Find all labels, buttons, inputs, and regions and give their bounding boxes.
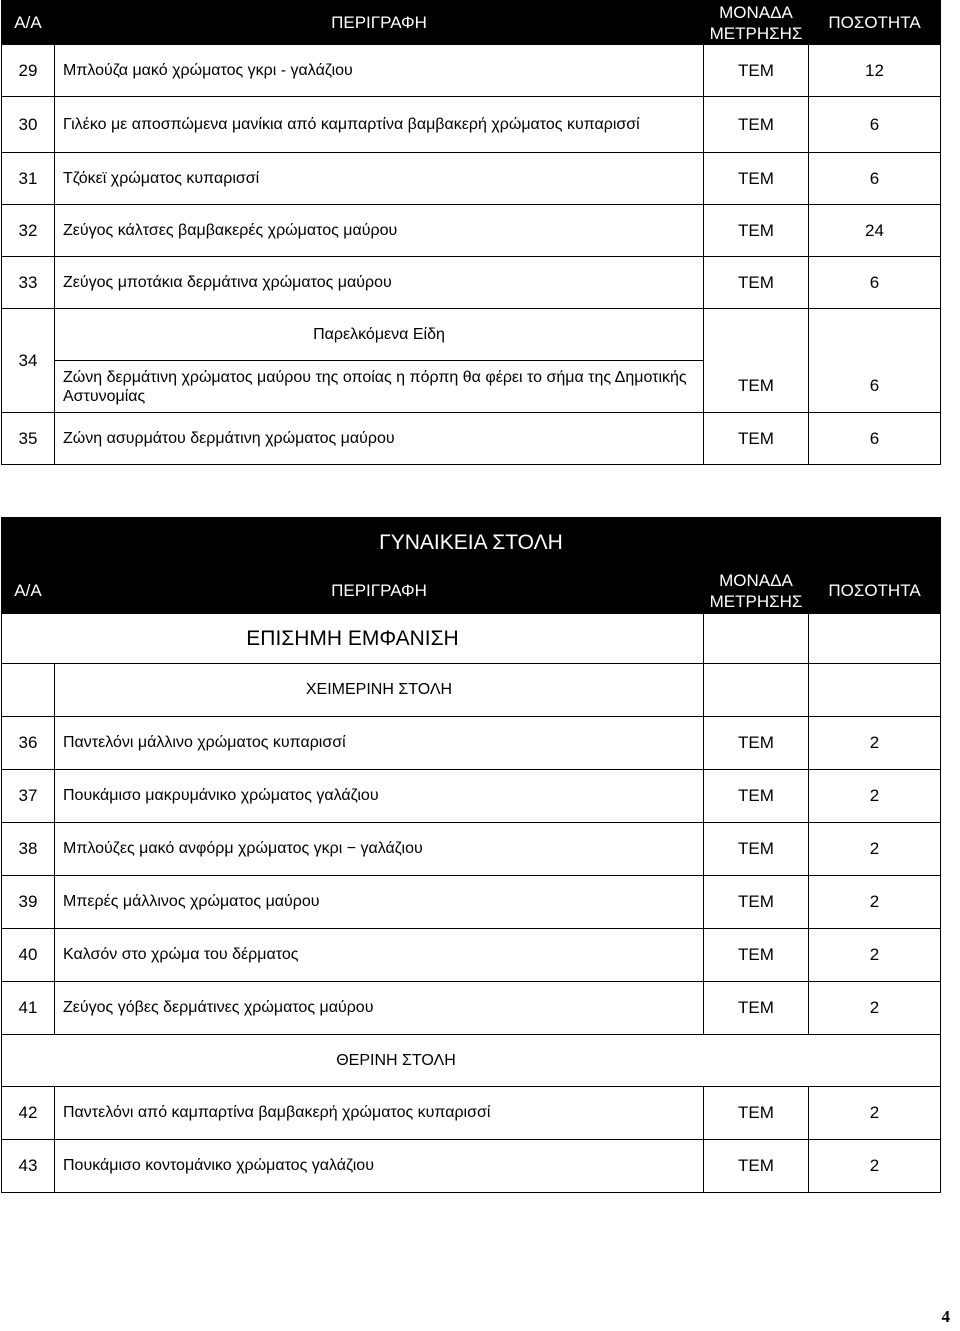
row-number: 38 — [2, 823, 55, 876]
table-row — [2, 614, 941, 664]
row-unit: ΤΕΜ — [704, 257, 809, 309]
row-quantity: 6 — [809, 257, 941, 309]
row-description: Παντελόνι από καμπαρτίνα βαμβακερή χρώματος κυπαρισσί — [55, 1087, 704, 1140]
section-accessories: Παρελκόμενα Είδη — [55, 309, 704, 361]
row-number: 34 — [2, 309, 55, 413]
table-header — [2, 1, 941, 45]
row-unit: ΤΕΜ — [704, 45, 809, 97]
table-row — [2, 1087, 941, 1140]
row-quantity: 2 — [809, 1140, 941, 1193]
row-unit: ΤΕΜ — [704, 770, 809, 823]
table-row — [2, 717, 941, 770]
row-number: 33 — [2, 257, 55, 309]
empty-cell — [809, 309, 941, 361]
row-unit: ΤΕΜ — [704, 823, 809, 876]
table-row — [2, 45, 941, 97]
row-unit: ΤΕΜ — [704, 413, 809, 465]
row-unit: ΤΕΜ — [704, 876, 809, 929]
section-summer-uniform: ΘΕΡΙΝΗ ΣΤΟΛΗ — [2, 1035, 941, 1087]
row-unit: ΤΕΜ — [704, 1140, 809, 1193]
items-table-2 — [1, 517, 941, 1193]
header-quantity: ΠΟΣΟΤΗΤΑ — [809, 568, 941, 614]
row-number: 41 — [2, 982, 55, 1035]
header-unit-line2: ΜΕΤΡΗΣΗΣ — [709, 23, 803, 43]
empty-cell — [2, 664, 55, 717]
table-row — [2, 1140, 941, 1193]
table-row — [2, 876, 941, 929]
row-number: 31 — [2, 153, 55, 205]
empty-cell — [704, 664, 809, 717]
row-description: Παντελόνι μάλλινο χρώματος κυπαρισσί — [55, 717, 704, 770]
row-unit: ΤΕΜ — [704, 717, 809, 770]
row-description: Ζεύγος κάλτσες βαμβακερές χρώματος μαύρου — [55, 205, 704, 257]
table-row — [2, 153, 941, 205]
table-row — [2, 823, 941, 876]
table-row — [2, 664, 941, 717]
row-description: Μπερές μάλλινος χρώματος μαύρου — [55, 876, 704, 929]
table-row — [2, 257, 941, 309]
table-row — [2, 770, 941, 823]
row-quantity: 12 — [809, 45, 941, 97]
row-number: 30 — [2, 97, 55, 153]
row-description: Πουκάμισο κοντομάνικο χρώματος γαλάζιου — [55, 1140, 704, 1193]
row-unit: ΤΕΜ — [704, 982, 809, 1035]
header-aa: Α/Α — [2, 1, 55, 45]
row-number: 35 — [2, 413, 55, 465]
row-description: Γιλέκο με αποσπώμενα μανίκια από καμπαρτίνα βαμβακερή χρώματος κυπαρισσί — [55, 97, 704, 153]
header-quantity: ΠΟΣΟΤΗΤΑ — [809, 1, 941, 45]
empty-cell — [809, 664, 941, 717]
row-number: 29 — [2, 45, 55, 97]
row-description: Ζώνη ασυρμάτου δερμάτινη χρώματος μαύρου — [55, 413, 704, 465]
row-unit: ΤΕΜ — [704, 205, 809, 257]
row-number: 43 — [2, 1140, 55, 1193]
row-description: Ζώνη δερμάτινη χρώματος μαύρου της οποίας η πόρπη θα φέρει το σήμα της Δημοτικής Αστυνομίας — [55, 361, 704, 413]
section-official-appearance: ΕΠΙΣΗΜΗ ΕΜΦΑΝΙΣΗ — [2, 614, 704, 664]
page-number: 4 — [941, 1307, 950, 1326]
row-unit: ΤΕΜ — [704, 153, 809, 205]
header-description: ΠΕΡΙΓΡΑΦΗ — [55, 1, 704, 45]
header-description: ΠΕΡΙΓΡΑΦΗ — [55, 568, 704, 614]
table-row — [2, 205, 941, 257]
row-quantity: 24 — [809, 205, 941, 257]
row-quantity: 2 — [809, 717, 941, 770]
table-row — [2, 929, 941, 982]
row-quantity: 2 — [809, 823, 941, 876]
row-quantity: 2 — [809, 982, 941, 1035]
table-row — [2, 1035, 941, 1087]
section-title-women-uniform: ΓΥΝΑΙΚΕΙΑ ΣΤΟΛΗ — [2, 518, 941, 568]
row-quantity: 6 — [809, 153, 941, 205]
row-description: Μπλούζα μακό χρώματος γκρι - γαλάζιου — [55, 45, 704, 97]
table-row — [2, 361, 941, 413]
row-unit: ΤΕΜ — [704, 361, 809, 413]
table-row — [2, 97, 941, 153]
row-description: Ζεύγος μποτάκια δερμάτινα χρώματος μαύρου — [55, 257, 704, 309]
row-quantity: 2 — [809, 876, 941, 929]
items-table-1 — [1, 0, 941, 465]
empty-cell — [704, 309, 809, 361]
empty-cell — [809, 614, 941, 664]
empty-cell — [704, 614, 809, 664]
row-unit: ΤΕΜ — [704, 97, 809, 153]
row-description: Ζεύγος γόβες δερμάτινες χρώματος μαύρου — [55, 982, 704, 1035]
row-number: 37 — [2, 770, 55, 823]
row-description: Πουκάμισο μακρυμάνικο χρώματος γαλάζιου — [55, 770, 704, 823]
row-unit: ΤΕΜ — [704, 1087, 809, 1140]
row-quantity: 6 — [809, 413, 941, 465]
row-quantity: 2 — [809, 770, 941, 823]
row-number: 39 — [2, 876, 55, 929]
header-aa: Α/Α — [2, 568, 55, 614]
table-header — [2, 568, 941, 614]
row-number: 40 — [2, 929, 55, 982]
row-number: 32 — [2, 205, 55, 257]
row-number: 36 — [2, 717, 55, 770]
row-quantity: 2 — [809, 929, 941, 982]
row-quantity: 2 — [809, 1087, 941, 1140]
header-unit-line2: ΜΕΤΡΗΣΗΣ — [709, 591, 803, 611]
table-row — [2, 413, 941, 465]
table-title-row — [2, 518, 941, 568]
table-row — [2, 309, 941, 361]
row-number: 42 — [2, 1087, 55, 1140]
row-description: Καλσόν στο χρώμα του δέρματος — [55, 929, 704, 982]
header-unit — [704, 1, 809, 45]
header-unit — [704, 568, 809, 614]
row-description: Μπλούζες μακό ανφόρμ χρώματος γκρι − γαλάζιου — [55, 823, 704, 876]
header-unit-line1: ΜΟΝΑΔΑ — [719, 570, 793, 590]
row-quantity: 6 — [809, 361, 941, 413]
row-quantity: 6 — [809, 97, 941, 153]
row-description: Τζόκεϊ χρώματος κυπαρισσί — [55, 153, 704, 205]
row-unit: ΤΕΜ — [704, 929, 809, 982]
header-unit-line1: ΜΟΝΑΔΑ — [719, 2, 793, 22]
section-winter-uniform: ΧΕΙΜΕΡΙΝΗ ΣΤΟΛΗ — [55, 664, 704, 717]
table-row — [2, 982, 941, 1035]
